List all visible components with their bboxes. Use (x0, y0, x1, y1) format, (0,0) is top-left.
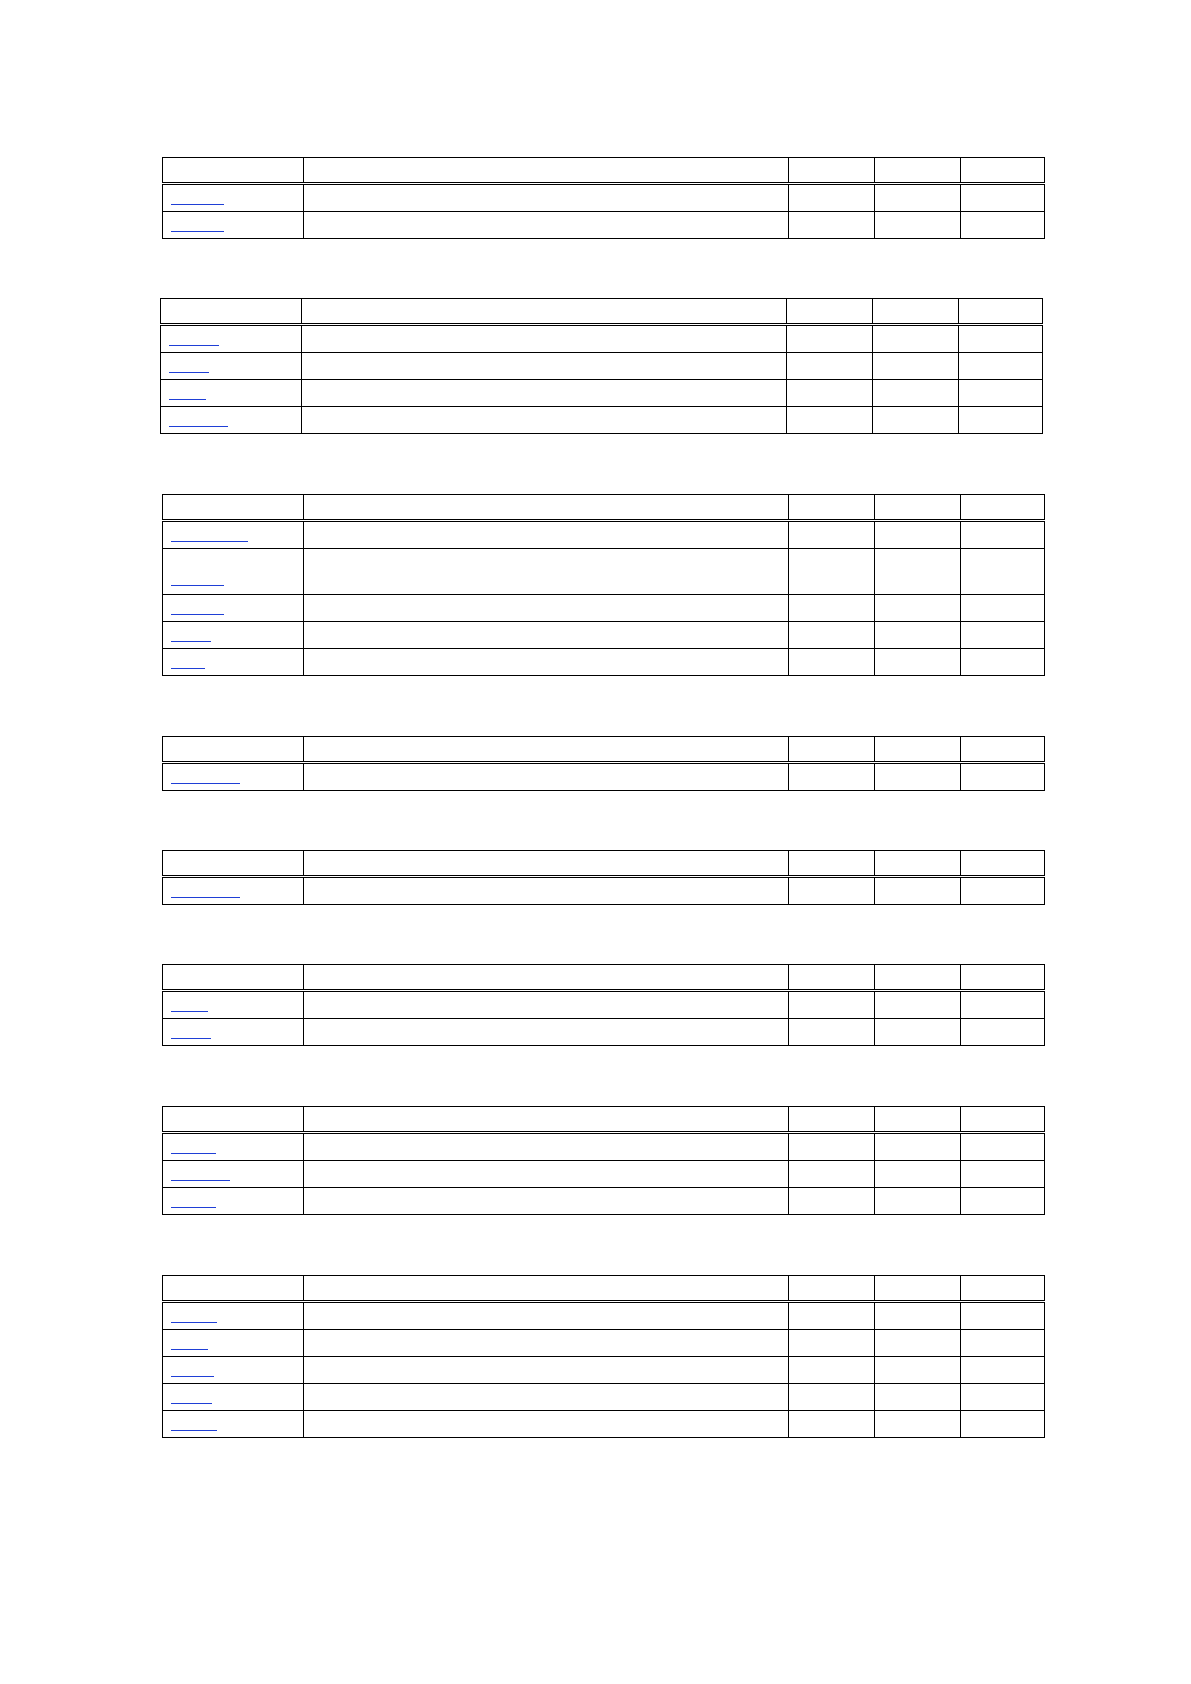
table-header-row (163, 965, 1045, 991)
row-link[interactable] (171, 1375, 214, 1377)
row-link[interactable] (171, 1321, 217, 1323)
row-link-text (171, 230, 172, 231)
row-link-text (171, 667, 172, 668)
row-link-text (171, 1037, 172, 1038)
table-row (161, 353, 1043, 380)
table-row (163, 877, 1045, 905)
row-link[interactable] (171, 230, 224, 232)
row-link-text (171, 584, 172, 585)
row-link[interactable] (171, 1152, 216, 1154)
row-link-text (169, 371, 170, 372)
row-link-text (171, 896, 172, 897)
row-link[interactable] (171, 1010, 208, 1012)
table-row (163, 1188, 1045, 1215)
row-link[interactable] (171, 540, 248, 542)
row-link-text (171, 613, 172, 614)
row-link-text (171, 640, 172, 641)
table-row (161, 407, 1043, 434)
table-header-row (163, 737, 1045, 763)
row-link-text (171, 1321, 172, 1322)
row-link[interactable] (171, 1206, 216, 1208)
table-row (163, 1133, 1045, 1161)
table-row (163, 184, 1045, 212)
table-row (163, 763, 1045, 791)
row-link-text (171, 782, 172, 783)
row-link-text (169, 344, 170, 345)
row-link-text (171, 1152, 172, 1153)
row-link[interactable] (169, 371, 209, 373)
row-link[interactable] (169, 344, 219, 346)
row-link[interactable] (171, 1348, 208, 1350)
row-link[interactable] (171, 896, 240, 898)
row-link-text (171, 203, 172, 204)
row-link[interactable] (171, 782, 240, 784)
table-8 (162, 1275, 1045, 1438)
row-link-text (171, 1375, 172, 1376)
table-7 (162, 1106, 1045, 1215)
table-row (161, 325, 1043, 353)
row-link[interactable] (169, 425, 228, 427)
row-link-text (171, 1348, 172, 1349)
row-link-text (171, 1010, 172, 1011)
row-link[interactable] (171, 584, 224, 586)
row-link-text (171, 1402, 172, 1403)
row-link-text (169, 425, 170, 426)
row-link-text (171, 1429, 172, 1430)
table-header-row (163, 158, 1045, 184)
row-link-text (171, 1206, 172, 1207)
table-row (163, 1302, 1045, 1330)
table-row (163, 649, 1045, 676)
row-link[interactable] (169, 398, 206, 400)
row-link[interactable] (171, 1402, 212, 1404)
row-link-text (169, 398, 170, 399)
table-row (163, 549, 1045, 595)
table-5 (162, 850, 1045, 905)
table-row (163, 1411, 1045, 1438)
row-link[interactable] (171, 613, 224, 615)
row-link[interactable] (171, 1429, 217, 1431)
table-2 (160, 298, 1043, 434)
table-header-row (163, 1276, 1045, 1302)
table-header-row (163, 1107, 1045, 1133)
table-header-row (163, 495, 1045, 521)
table-6 (162, 964, 1045, 1046)
table-row (163, 991, 1045, 1019)
table-row (161, 380, 1043, 407)
table-row (163, 595, 1045, 622)
row-link[interactable] (171, 203, 224, 205)
table-row (163, 1161, 1045, 1188)
row-link[interactable] (171, 1037, 211, 1039)
row-link-text (171, 1179, 172, 1180)
table-row (163, 1019, 1045, 1046)
row-link[interactable] (171, 640, 211, 642)
table-row (163, 1330, 1045, 1357)
table-header-row (161, 299, 1043, 325)
table-3 (162, 494, 1045, 676)
table-row (163, 622, 1045, 649)
table-row (163, 1357, 1045, 1384)
row-link[interactable] (171, 1179, 230, 1181)
table-row (163, 212, 1045, 239)
table-4 (162, 736, 1045, 791)
table-header-row (163, 851, 1045, 877)
table-row (163, 1384, 1045, 1411)
table-1 (162, 157, 1045, 239)
table-row (163, 521, 1045, 549)
row-link[interactable] (171, 667, 205, 669)
row-link-text (171, 540, 172, 541)
